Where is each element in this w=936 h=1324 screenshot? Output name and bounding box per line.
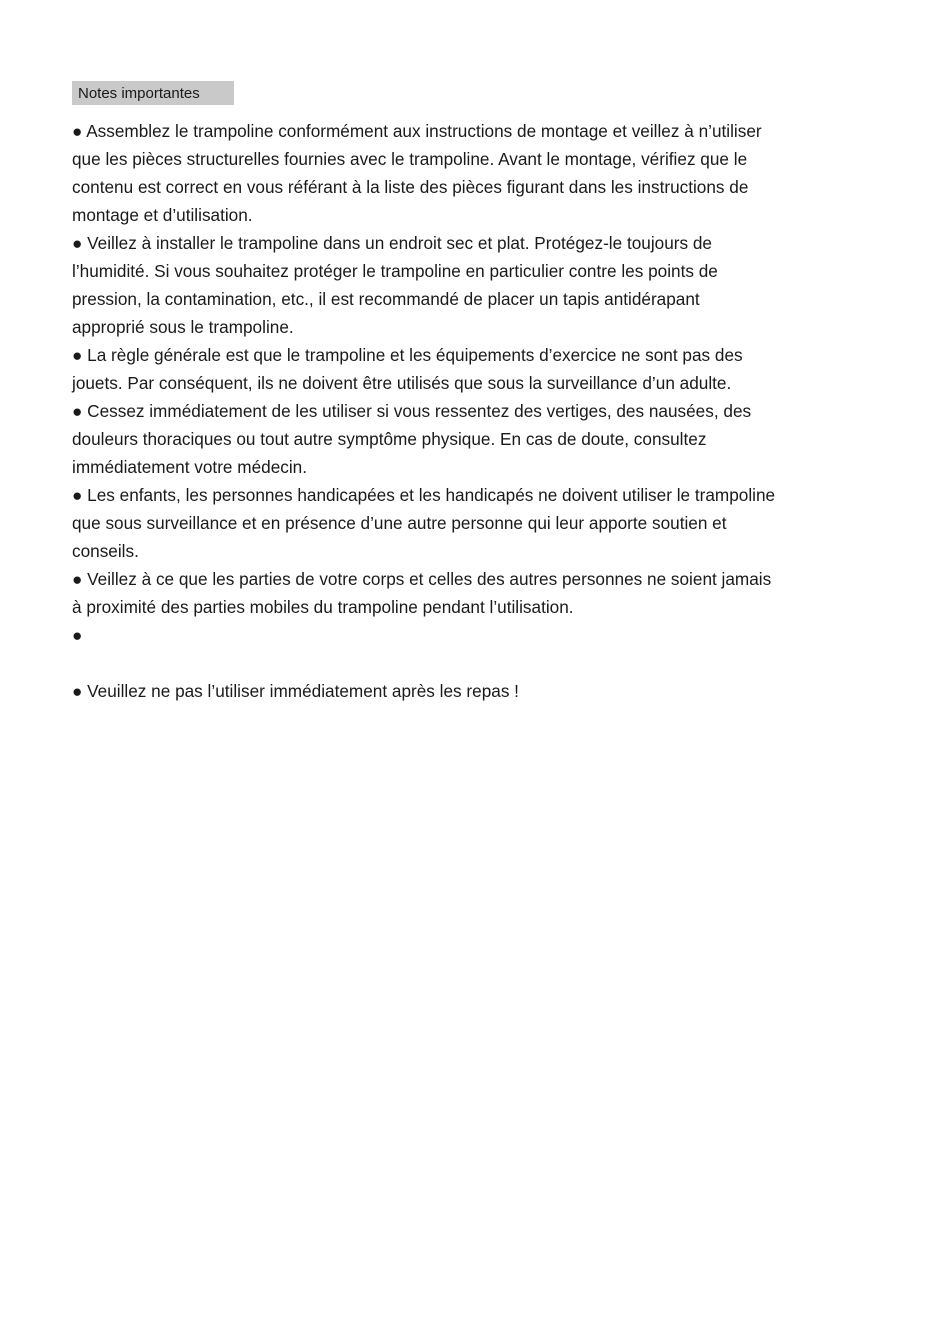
note-line: l’humidité. Si vous souhaitez protéger le trampoline en particulier contre les points de [72,261,718,281]
note-line: à proximité des parties mobiles du trampoline pendant l’utilisation. [72,597,574,617]
note-meals [72,677,892,705]
note-line: ● Veillez à installer le trampoline dans un endroit sec et plat. Protégez-le toujours de [72,233,712,253]
note-line: contenu est correct en vous référant à la liste des pièces figurant dans les instructions de [72,177,749,197]
note-line: jouets. Par conséquent, ils ne doivent être utilisés que sous la surveillance d’un adulte. [72,373,732,393]
note-assembly [72,117,892,229]
note-line: approprié sous le trampoline. [72,317,294,337]
note-line: ● Veillez à ce que les parties de votre corps et celles des autres personnes ne soient jamais [72,569,772,589]
note-line: douleurs thoraciques ou tout autre symptôme physique. En cas de doute, consultez [72,429,707,449]
note-line: ● Veuillez ne pas l’utiliser immédiatement après les repas ! [72,681,519,701]
note-installation [72,229,892,341]
note-line: ● Assemblez le trampoline conformément aux instructions de montage et veillez à n’utiliser [72,121,762,141]
note-line: immédiatement votre médecin. [72,457,307,477]
note-line: montage et d’utilisation. [72,205,253,225]
note-health [72,397,892,481]
note-supervision [72,341,892,397]
notes-list [72,117,892,705]
note-line: conseils. [72,541,139,561]
note-line: ● Les enfants, les personnes handicapées et les handicapés ne doivent utiliser le trampoline [72,485,776,505]
note-line: ● Cessez immédiatement de les utiliser si vous ressentez des vertiges, des nausées, des [72,401,752,421]
note-moving-parts [72,565,892,621]
note-line: ● La règle générale est que le trampoline et les équipements d’exercice ne sont pas des [72,345,743,365]
note-empty-bullet [72,621,892,677]
note-children [72,481,892,565]
note-line: pression, la contamination, etc., il est recommandé de placer un tapis antidérapant [72,289,700,309]
note-line: que les pièces structurelles fournies avec le trampoline. Avant le montage, vérifiez que le [72,149,748,169]
bullet-icon: ● [72,625,83,645]
section-heading: Notes importantes [72,81,234,105]
note-line: que sous surveillance et en présence d’une autre personne qui leur apporte soutien et [72,513,727,533]
